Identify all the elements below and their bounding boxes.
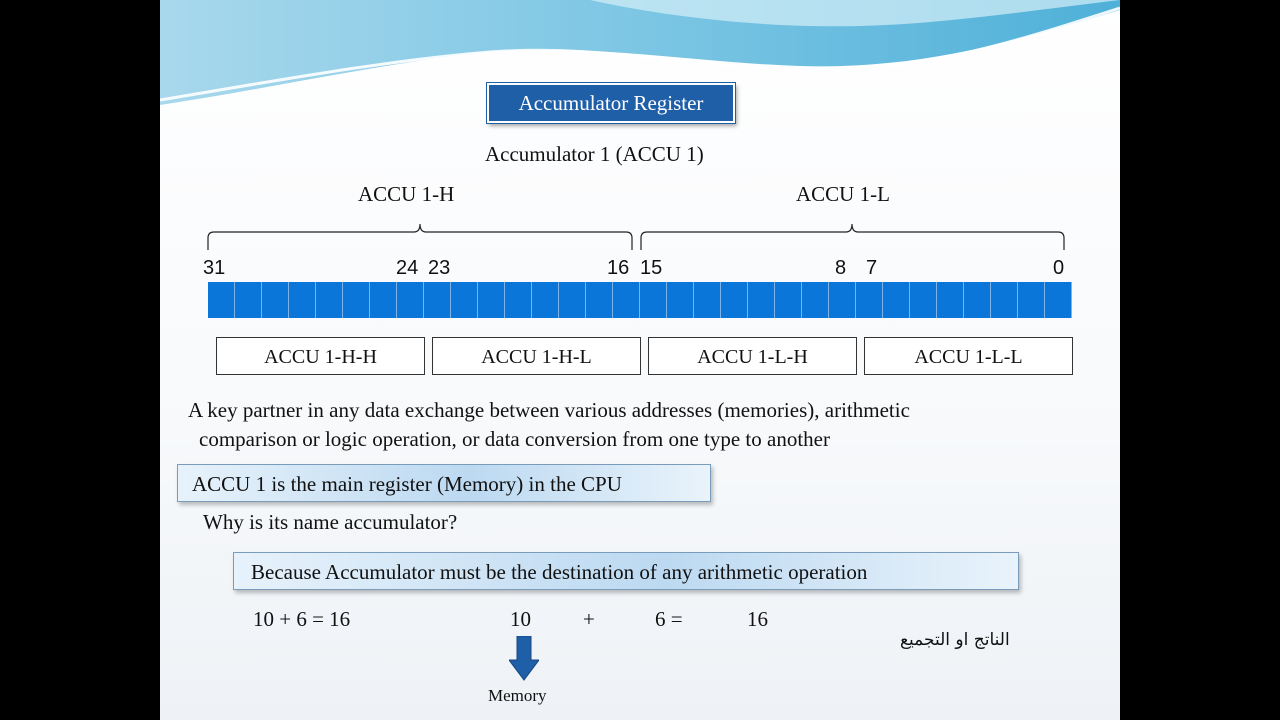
low-word-brace (641, 224, 1064, 250)
answer-callout: Because Accumulator must be the destination of any arithmetic operation (233, 552, 1019, 590)
main-register-callout: ACCU 1 is the main register (Memory) in the CPU (177, 464, 711, 502)
bit-label-16: 16 (607, 257, 630, 279)
equation-text: 10 + 6 = 16 (253, 607, 351, 631)
question-text: Why is its name accumulator? (203, 510, 458, 534)
bit-label-31: 31 (203, 257, 226, 279)
word-braces (160, 212, 1120, 252)
bit-label-23: 23 (428, 257, 451, 279)
description-line-2: comparison or logic operation, or data conversion from one type to another (199, 427, 830, 451)
description-line-1: A key partner in any data exchange between various addresses (memories), arithmetic (188, 398, 910, 422)
byte-accu1-l-h: ACCU 1-L-H (648, 337, 857, 375)
operator-plus: + (583, 607, 595, 631)
byte-accu1-h-h: ACCU 1-H-H (216, 337, 425, 375)
down-arrow-icon (509, 636, 539, 682)
bit-label-15: 15 (640, 257, 663, 279)
bit-label-8: 8 (835, 257, 847, 279)
byte-accu1-h-l: ACCU 1-H-L (432, 337, 641, 375)
bit-label-7: 7 (866, 257, 878, 279)
slide-title: Accumulator Register (487, 83, 735, 123)
bit-label-24: 24 (396, 257, 419, 279)
byte-accu1-l-l: ACCU 1-L-L (864, 337, 1073, 375)
bit-cells-bar (208, 282, 1072, 318)
operand-b: 6 = (655, 607, 683, 631)
arabic-note: الناتج او التجميع (900, 630, 1010, 650)
bit-label-0: 0 (1053, 257, 1065, 279)
low-word-label: ACCU 1-L (796, 182, 890, 206)
high-word-brace (208, 224, 632, 250)
slide (160, 0, 1120, 720)
memory-label: Memory (488, 686, 547, 705)
high-word-label: ACCU 1-H (358, 182, 455, 206)
register-name: Accumulator 1 (ACCU 1) (485, 142, 704, 166)
operand-a: 10 (510, 607, 531, 631)
result-value: 16 (747, 607, 768, 631)
